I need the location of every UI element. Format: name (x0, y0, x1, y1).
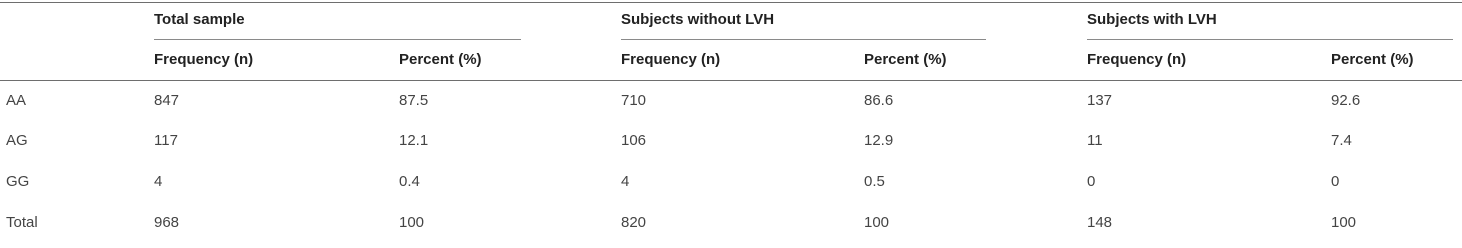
row-label-ag: AG (6, 132, 28, 149)
group-header-total-sample: Total sample (154, 11, 245, 28)
row-label-total: Total (6, 214, 38, 231)
table-cell: 0 (1331, 173, 1340, 190)
subheader-percent-total: Percent (%) (399, 51, 482, 68)
table-cell: 11 (1087, 132, 1103, 149)
table-top-rule (0, 2, 1462, 3)
table-cell: 4 (621, 173, 630, 190)
subheader-frequency-without-lvh: Frequency (n) (621, 51, 721, 68)
row-label-gg: GG (6, 173, 30, 190)
table-cell: 847 (154, 92, 180, 109)
group-header-subjects-with-lvh: Subjects with LVH (1087, 11, 1217, 28)
table-cell: 12.9 (864, 132, 894, 149)
table-cell: 0 (1087, 173, 1096, 190)
subheader-percent-with-lvh: Percent (%) (1331, 51, 1414, 68)
table-cell: 100 (399, 214, 425, 231)
table-cell: 4 (154, 173, 163, 190)
table-cell: 0.5 (864, 173, 885, 190)
subheader-percent-without-lvh: Percent (%) (864, 51, 947, 68)
table-cell: 100 (864, 214, 890, 231)
table-cell: 12.1 (399, 132, 429, 149)
group-rule-subjects-with-lvh (1087, 39, 1453, 40)
table-cell: 106 (621, 132, 647, 149)
table-cell: 92.6 (1331, 92, 1361, 109)
subheader-frequency-total: Frequency (n) (154, 51, 254, 68)
table-cell: 710 (621, 92, 647, 109)
table-cell: 0.4 (399, 173, 420, 190)
table-cell: 87.5 (399, 92, 429, 109)
table-cell: 7.4 (1331, 132, 1352, 149)
table-cell: 117 (154, 132, 178, 149)
subheader-frequency-with-lvh: Frequency (n) (1087, 51, 1187, 68)
table-cell: 820 (621, 214, 647, 231)
group-rule-subjects-without-lvh (621, 39, 986, 40)
row-label-aa: AA (6, 92, 27, 109)
group-header-subjects-without-lvh: Subjects without LVH (621, 11, 775, 28)
table-cell: 100 (1331, 214, 1357, 231)
table-cell: 148 (1087, 214, 1113, 231)
table-cell: 86.6 (864, 92, 894, 109)
header-bottom-rule (0, 80, 1462, 81)
table-cell: 968 (154, 214, 180, 231)
table-cell: 137 (1087, 92, 1113, 109)
group-rule-total-sample (154, 39, 521, 40)
